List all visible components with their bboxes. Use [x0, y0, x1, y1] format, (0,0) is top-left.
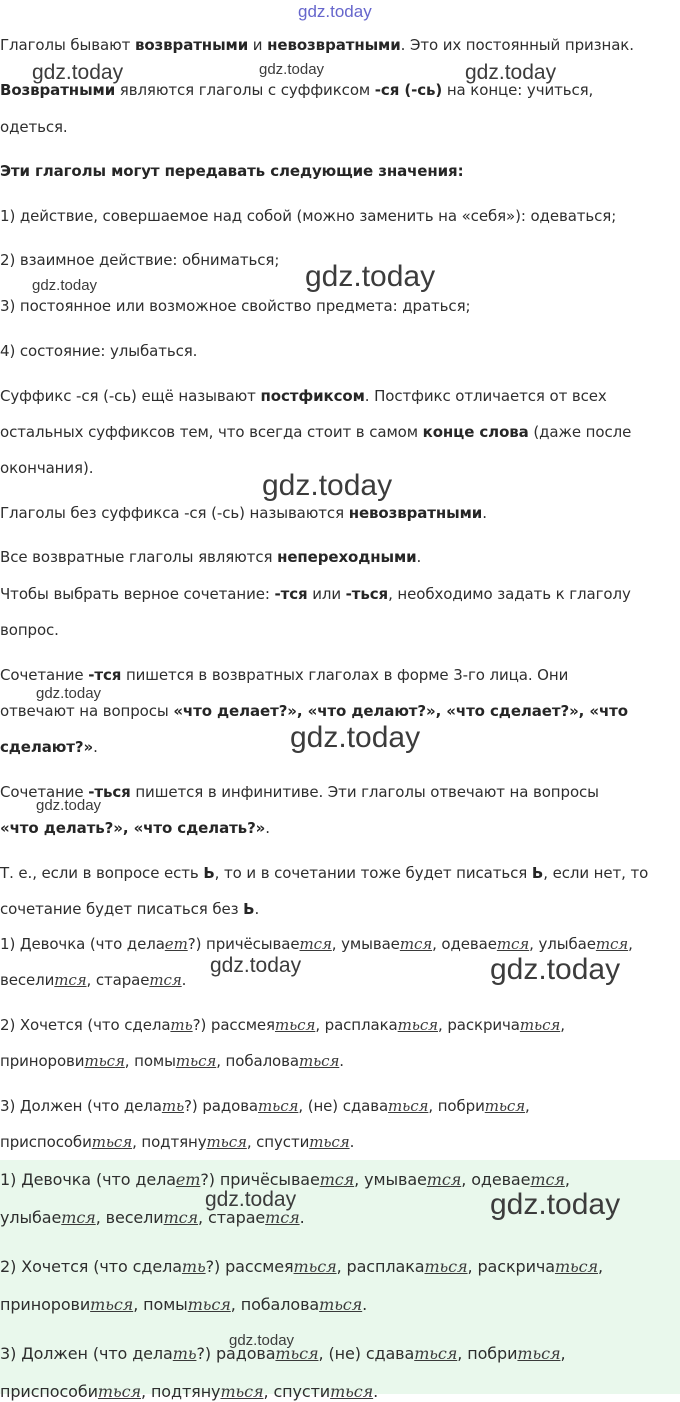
theory-p2: Возвратными являются глаголы с суффиксом -ся (-сь) на конце: учиться,: [0, 81, 594, 99]
watermark: gdz.today: [210, 954, 302, 977]
answer-1-line2: улыбается, веселится, старается.: [0, 1208, 305, 1227]
exercise-3-line2: приспособиться, подтянуться, спуститься.: [0, 1133, 355, 1151]
answer-1: 1) Девочка (что делает?) причёсывается, умывается, одевается,: [0, 1170, 570, 1189]
meaning-4: 4) состояние: улыбаться.: [0, 342, 198, 360]
answer-3-line2: приспособиться, подтянуться, спуститься.: [0, 1382, 379, 1401]
answer-2-line2: приноровиться, помыться, побаловаться.: [0, 1295, 368, 1314]
theory-p8: Сочетание -тся пишется в возвратных глаголах в форме 3-го лица. Они: [0, 666, 569, 684]
watermark: gdz.today: [32, 277, 98, 294]
watermark: gdz.today: [229, 1332, 295, 1349]
exercise-1: 1) Девочка (что делает?) причёсывается, умывается, одевается, улыбается,: [0, 935, 633, 953]
meaning-3: 3) постоянное или возможное свойство предмета: драться;: [0, 297, 471, 315]
theory-p5: Глаголы без суффикса -ся (-сь) называются невозвратными.: [0, 504, 487, 522]
answer-3: 3) Должен (что делать?) радоваться, (не) сдаваться, побриться,: [0, 1344, 566, 1363]
theory-p6: Все возвратные глаголы являются непереходными.: [0, 548, 422, 566]
theory-p10-line2: сочетание будет писаться без Ь.: [0, 900, 260, 918]
theory-p8-line3: сделают?».: [0, 738, 98, 756]
watermark: gdz.today: [290, 721, 421, 754]
theory-p10: Т. е., если в вопросе есть Ь, то и в сочетании тоже будет писаться Ь, если нет, то: [0, 864, 649, 882]
theory-p1: Глаголы бывают возвратными и невозвратными. Это их постоянный признак.: [0, 36, 634, 54]
theory-p9: Сочетание -ться пишется в инфинитиве. Эти глаголы отвечают на вопросы: [0, 783, 599, 801]
exercise-1-line2: веселится, старается.: [0, 971, 187, 989]
watermark: gdz.today: [259, 61, 325, 78]
watermark-top: gdz.today: [298, 2, 372, 21]
meaning-1: 1) действие, совершаемое над собой (можно заменить на «себя»): одеваться;: [0, 207, 617, 225]
theory-p4-line3: окончания).: [0, 459, 94, 477]
meaning-2: 2) взаимное действие: обниматься;: [0, 251, 280, 269]
theory-p7-line2: вопрос.: [0, 621, 59, 639]
exercise-3: 3) Должен (что делать?) радоваться, (не) сдаваться, побриться,: [0, 1097, 530, 1115]
watermark: gdz.today: [32, 61, 124, 84]
watermark: gdz.today: [490, 1188, 621, 1221]
exercise-2-line2: приноровиться, помыться, побаловаться.: [0, 1052, 344, 1070]
theory-p9-line2: «что делать?», «что сделать?».: [0, 819, 270, 837]
answer-2: 2) Хочется (что сделать?) рассмеяться, расплакаться, раскричаться,: [0, 1257, 603, 1276]
theory-p8-line2: отвечают на вопросы «что делает?», «что делают?», «что сделает?», «что: [0, 702, 628, 720]
watermark: gdz.today: [36, 685, 102, 702]
theory-p7: Чтобы выбрать верное сочетание: -тся или -ться, необходимо задать к глаголу: [0, 585, 631, 603]
theory-p2-line2: одеться.: [0, 118, 68, 136]
theory-p4-line2: остальных суффиксов тем, что всегда стоит в самом конце слова (даже после: [0, 423, 632, 441]
exercise-2: 2) Хочется (что сделать?) рассмеяться, расплакаться, раскричаться,: [0, 1016, 565, 1034]
watermark: gdz.today: [305, 260, 436, 293]
watermark: gdz.today: [262, 469, 393, 502]
theory-p3: Эти глаголы могут передавать следующие значения:: [0, 162, 464, 180]
theory-p4: Суффикс -ся (-сь) ещё называют постфиксом. Постфикс отличается от всех: [0, 387, 607, 405]
watermark: gdz.today: [465, 61, 557, 84]
watermark: gdz.today: [490, 953, 621, 986]
watermark: gdz.today: [205, 1188, 297, 1211]
watermark: gdz.today: [36, 797, 102, 814]
